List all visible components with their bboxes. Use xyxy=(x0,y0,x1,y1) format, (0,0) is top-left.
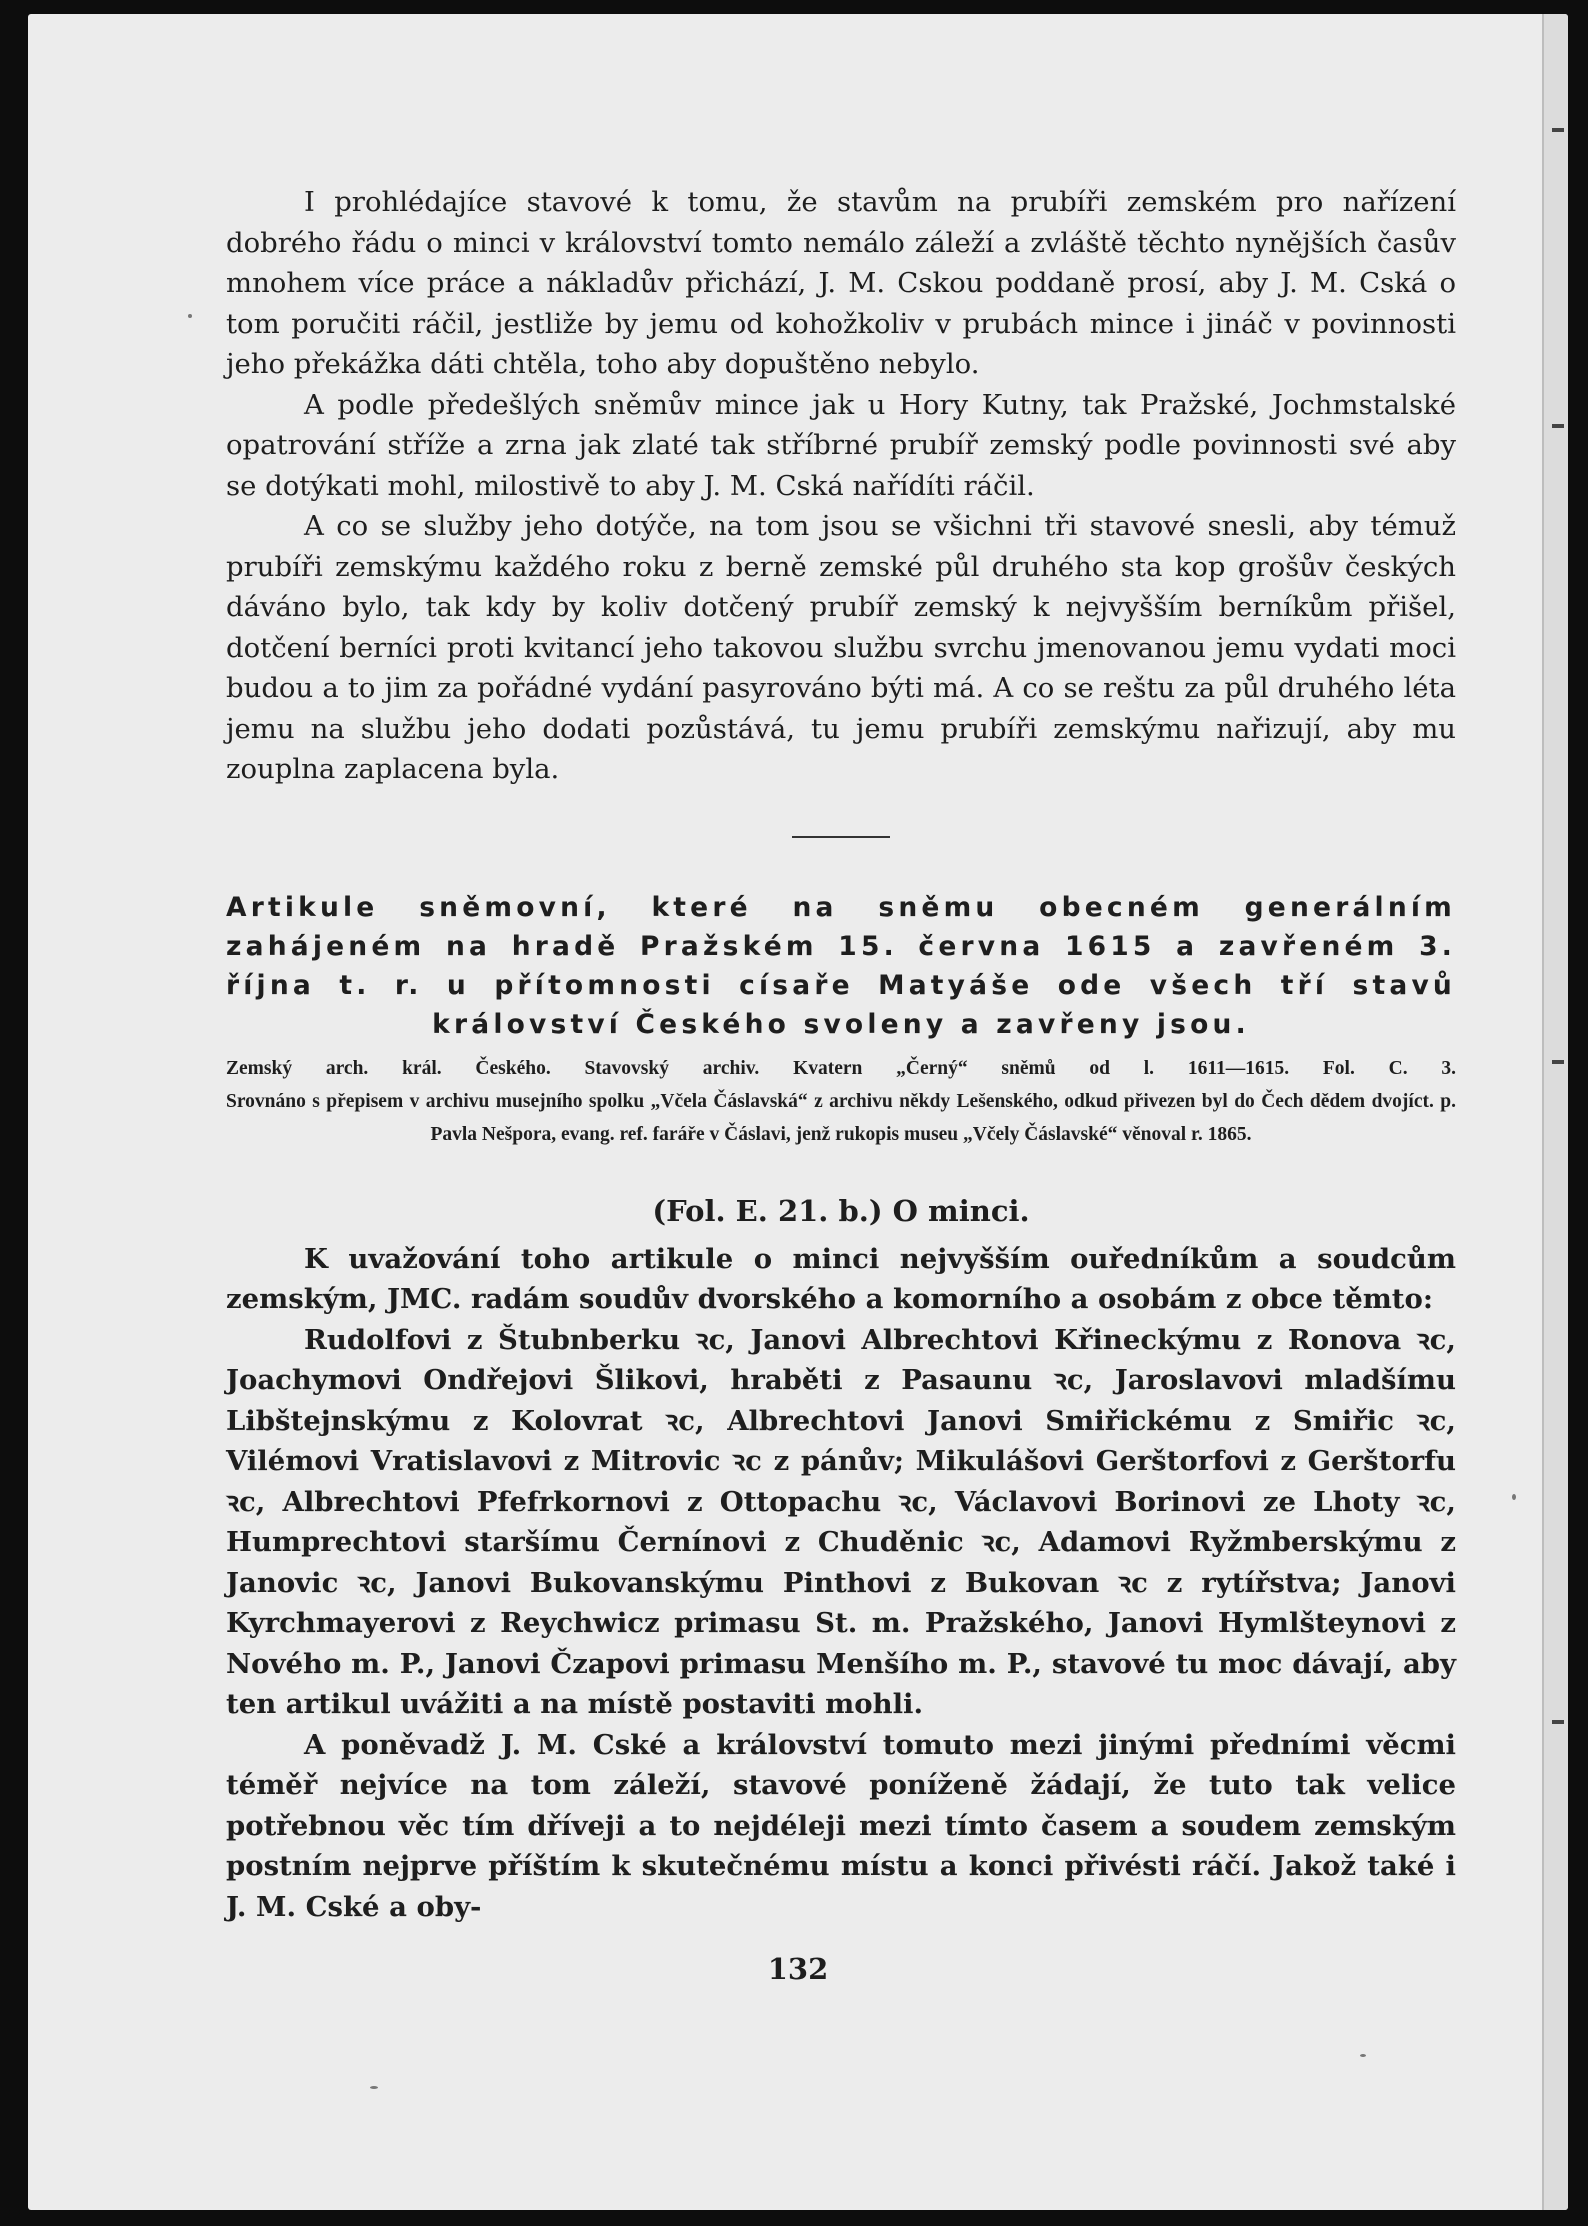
scan-speck xyxy=(1512,1494,1516,1500)
source-note-rest: Srovnáno s přepisem v archivu musejního spolku „Včela Čáslavská“ z archivu někdy Lešenského, odkud přivezen byl do Čech dědem dvojíct. p. Pavla Nešpora, evang. ref. faráře v Čáslavi, jenž rukopis museu „Včely Čáslavské“ věnoval r. 1865. xyxy=(226,1090,1456,1145)
edge-mark xyxy=(1552,1060,1564,1064)
paragraph-6: A poněvadž J. M. Cské a království tomuto mezi jinými předními věcmi téměř nejvíce na tom záleží, stavové poníženě žádají, že tuto tak velice potřebnou věc tím dříveji a to nejdéleji mezi tímto časem a soudem zemským postním nejprve příštím k skutečnému místu a konci přivésti ráčí. Jakož také i J. M. Cské a oby- xyxy=(226,1728,1456,1923)
source-note-line1: Zemský arch. král. Českého. Stavovský archiv. Kvatern „Černý“ sněmů od l. 1611—1615. Fol. C. 3. xyxy=(226,1057,1456,1079)
scan-speck xyxy=(188,314,192,318)
section-divider xyxy=(792,836,890,838)
scan-speck xyxy=(370,2086,378,2089)
paragraph-4: K uvažování toho artikule o minci nejvyšším ouředníkům a soudcům zemským, JMC. radám soudův dvorského a komorního a osobám z obce těmto: xyxy=(226,1242,1456,1315)
paragraph-3: A co se služby jeho dotýče, na tom jsou se všichni tři stavové snesli, aby témuž prubíři zemskýmu každého roku z berně zemské půl druhého sta kop grošův českých dáváno bylo, tak kdy by koliv dotčený prubíř zemský k nejvyšším berníkům přišel, dotčení berníci proti kvitancí jeho takovou službu svrchu jmenovanou jemu vydati moci budou a to jim za pořádné vydání pasyrováno býti má. A co se reštu za půl druhého léta jemu na službu jeho dodati pozůstává, tu jemu prubíři zemskýmu nařizují, aby mu zouplna zaplacena byla. xyxy=(226,510,1456,785)
edge-mark xyxy=(1552,1720,1564,1724)
page-content xyxy=(226,182,1456,1927)
paragraph-2: A podle předešlých sněmův mince jak u Hory Kutny, tak Pražské, Jochmstalské opatrování stříže a zrna jak zlaté tak stříbrné prubíř zemský podle povinnosti své aby se dotýkati mohl, milostivě to aby J. M. Cská nařídíti ráčil. xyxy=(226,388,1456,502)
paragraph-1: I prohlédajíce stavové k tomu, že stavům na prubíři zemském pro nařízení dobrého řádu o minci v království tomto nemálo záleží a zvláště těchto nynějších časův mnohem více práce a nákladův přichází, J. M. Cskou poddaně prosí, aby J. M. Cská o tom poručiti ráčil, jestliže by jemu od kohožkoliv v prubách mince i jináč v povinnosti jeho překážka dáti chtěla, toho aby dopuštěno nebylo. xyxy=(226,186,1456,380)
edge-mark xyxy=(1552,424,1564,428)
fol-heading: (Fol. E. 21. b.) O minci. xyxy=(652,1193,1030,1228)
scanned-page xyxy=(28,14,1568,2210)
scan-speck xyxy=(1360,2054,1366,2057)
paragraph-5: Rudolfovi z Štubnberku ꝛc, Janovi Albrechtovi Křineckýmu z Ronova ꝛc, Joachymovi Ondřejovi Šlikovi, hraběti z Pasaunu ꝛc, Jaroslavovi mladšímu Libštejnskýmu z Kolovrat ꝛc, Albrechtovi Janovi Smiřickému z Smiřic ꝛc, Vilémovi Vratislavovi z Mitrovic ꝛc z pánův; Mikulášovi Gerštorfovi z Gerštorfu ꝛc, Albrechtovi Pfefrkornovi z Ottopachu ꝛc, Václavovi Borinovi ze Lhoty ꝛc, Humprechtovi staršímu Černínovi z Chuděnic ꝛc, Adamovi Ryžmberskýmu z Janovic ꝛc, Janovi Bukovanskýmu Pinthovi z Bukovan ꝛc z rytířstva; Janovi Kyrchmayerovi z Reychwicz primasu St. m. Pražského, Janovi Hymlšteynovi z Nového m. P., Janovi Čzapovi primasu Menšího m. P., stavové tu moc dávají, aby ten artikul uvážiti a na místě postaviti mohli. xyxy=(226,1323,1456,1720)
page-edge-strip xyxy=(1542,14,1568,2210)
page-number: 132 xyxy=(767,1952,829,1986)
edge-mark xyxy=(1552,128,1564,132)
section-heading: Artikule sněmovní, které na sněmu obecném generálním zahájeném na hradě Pražském 15. června 1615 a zavřeném 3. října t. r. u přítomnosti císaře Matyáše ode všech tří stavů království Českého svoleny a zavřeny jsou. xyxy=(226,891,1456,1040)
source-note xyxy=(226,1052,1456,1151)
